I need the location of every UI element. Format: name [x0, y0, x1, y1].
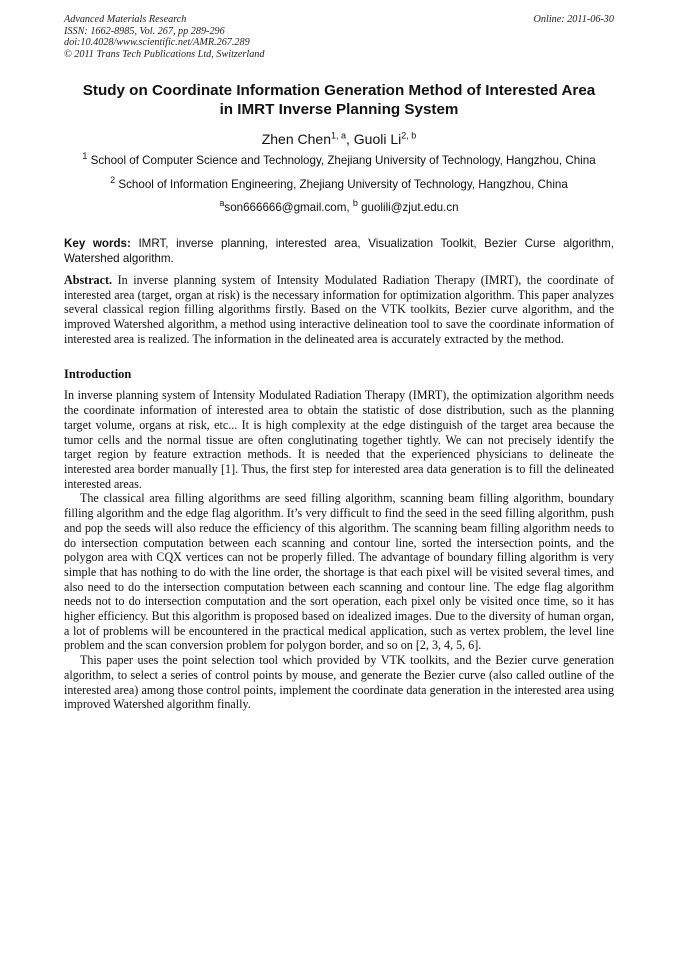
email-superscript: b [352, 198, 358, 209]
paper-page [64, 14, 614, 712]
issn-line: ISSN: 1662-8985, Vol. 267, pp 289-296 [64, 25, 225, 37]
author-name: Guoli Li [353, 131, 402, 148]
body-paragraph: This paper uses the point selection tool which provided by VTK toolkits, and the Bezier curve generation algorithm, to select a series of control points by mouse, and generate the Bezier curve (also called outline of the interested area) among those control points, implement the coordinate data generation in the interested area using improved Watershed algorithm finally. [64, 653, 614, 712]
affiliation-2 [64, 175, 614, 193]
abstract-block [64, 273, 614, 347]
section-heading-introduction: Introduction [64, 367, 132, 382]
email-address[interactable]: son666666@gmail.com, [224, 201, 353, 215]
paper-title [64, 81, 614, 119]
body-paragraph: In inverse planning system of Intensity Modulated Radiation Therapy (IMRT), the optimization algorithm needs the coordinate information of interested area to obtain the statistic of dose distribution, such as the planning target volume, organs at risk, etc... It is high complexity at the edge distinguish of the target area because the tumor cells and the normal tissue are often conglutinating together tightly. We can not precisely identify the target region by feature extraction methods. It is needed that the experienced physicians to delineate the interested area border manually [1]. Thus, the first step for interested area data generation is to fill the delineated interested areas. [64, 388, 614, 491]
online-date: Online: 2011-06-30 [533, 14, 614, 25]
author-name: Zhen Chen [261, 131, 331, 148]
keywords-label: Key words: [64, 237, 131, 251]
title-line-2: in IMRT Inverse Planning System [219, 101, 459, 119]
keywords-text: IMRT, inverse planning, interested area, Visualization Toolkit, Bezier Curse algorithm, Watershed algorithm. [64, 237, 614, 266]
keywords-block [64, 237, 614, 267]
author-superscript: 2, b [401, 130, 417, 141]
author-separator: , [346, 131, 354, 148]
affiliation-superscript: 2 [110, 175, 116, 186]
affiliation-text: School of Information Engineering, Zhejiang University of Technology, Hangzhou, China [118, 177, 568, 191]
title-line-1: Study on Coordinate Information Generation Method of Interested Area [82, 82, 596, 100]
abstract-text: In inverse planning system of Intensity Modulated Radiation Therapy (IMRT), the coordinate of interested area (target, organ at risk) is the necessary information for optimization algorithm. This paper analyzes several classical region filling algorithms firstly. Based on the VTK toolkits, Bezier curve algorithm, and the improved Watershed algorithm, a method using interactive delineation tool to save the coordinate information of interested area is realized. The information in the delineated area is accurately extracted by the method. [64, 272, 614, 346]
introduction-body [64, 388, 614, 711]
email-superscript: a [219, 198, 225, 209]
email-line [64, 198, 614, 215]
copyright-line: © 2011 Trans Tech Publications Ltd, Switzerland [64, 48, 265, 60]
affiliation-1 [64, 151, 614, 169]
journal-header [64, 14, 614, 60]
body-paragraph: The classical area filling algorithms are seed filling algorithm, scanning beam filling algorithm, boundary filling algorithm and the edge flag algorithm. It’s very difficult to find the seed in the seed filling algorithm, push and pop the seeds will also reduce the efficiency of this algorithm. The scanning beam filling algorithm needs to do intersection computation between each scanning and contour line, sorted the intersection points, and the polygon area with CQX vertices can not be properly filled. The advantage of boundary filling algorithm is very simple that has nothing to do with the line order, the shortage is that each pixel will be visited several times, and also need to do the intersection computation between each scanning and contour line. The edge flag algorithm needs not to do intersection computation and the sort operation, each pixel only be visited once time, so it has higher efficiency. But this algorithm is proposed based on idealized images. Due to the diversity of human organ, a lot of problems will be encountered in the practical medical application, such as vertex problem, the level line problem and the scan conversion problem for polygon border, and so on [2, 3, 4, 5, 6]. [64, 491, 614, 653]
affiliation-text: School of Computer Science and Technology, Zhejiang University of Technology, Hangzhou, China [90, 154, 596, 168]
doi-line: doi:10.4028/www.scientific.net/AMR.267.289 [64, 37, 250, 49]
author-superscript: 1, a [331, 130, 347, 141]
journal-name: Advanced Materials Research [64, 14, 187, 25]
affiliation-superscript: 1 [82, 151, 88, 162]
abstract-label: Abstract. [64, 272, 113, 287]
author-list [64, 130, 614, 148]
email-address[interactable]: guolili@zjut.edu.cn [357, 201, 459, 215]
